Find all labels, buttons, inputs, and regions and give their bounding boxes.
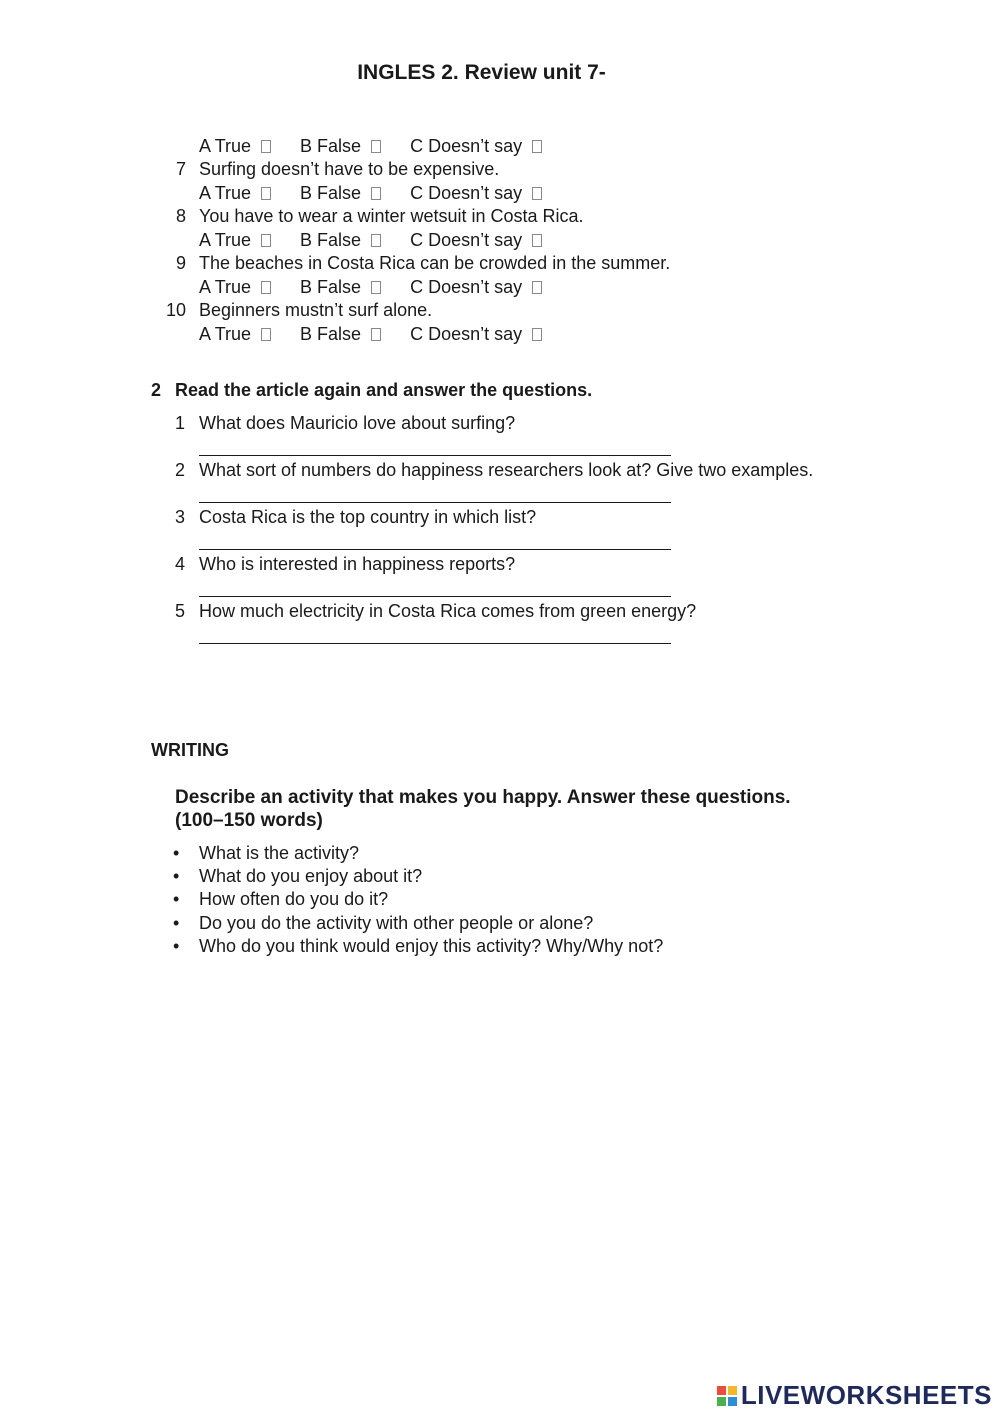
- question-text: Who is interested in happiness reports?: [199, 554, 516, 574]
- bullet-marker: •: [173, 936, 180, 956]
- logo-text: LIVEWORKSHEETS: [740, 1380, 992, 1410]
- answer-line-4[interactable]: [199, 596, 671, 597]
- option-b-label: B False: [300, 230, 362, 250]
- answer-options-q10: [199, 324, 542, 345]
- option-c-label: C Doesn’t say: [410, 183, 523, 203]
- writing-prompt-line2: (100–150 words): [175, 810, 323, 831]
- option-b-label: B False: [300, 324, 362, 344]
- answer-options-q8: [199, 230, 542, 251]
- statement-text: Beginners mustn’t surf alone.: [199, 300, 433, 320]
- bullet-marker: •: [173, 866, 180, 886]
- option-c-label: C Doesn’t say: [410, 277, 523, 297]
- option-a-checkbox[interactable]: [261, 140, 271, 153]
- bullet-item: What do you enjoy about it?: [199, 866, 423, 886]
- item-number: 10: [165, 300, 186, 320]
- bullet-marker: •: [173, 913, 180, 933]
- question-text: Costa Rica is the top country in which list?: [199, 507, 537, 527]
- option-b-checkbox[interactable]: [371, 140, 381, 153]
- option-a-checkbox[interactable]: [261, 187, 271, 200]
- option-a-checkbox[interactable]: [261, 328, 271, 341]
- option-c-checkbox[interactable]: [532, 328, 542, 341]
- bullet-marker: •: [173, 889, 180, 909]
- option-c-label: C Doesn’t say: [410, 136, 523, 156]
- item-number: 8: [175, 206, 186, 226]
- option-b-label: B False: [300, 277, 362, 297]
- question-number: 4: [175, 554, 186, 574]
- question-text: What sort of numbers do happiness researchers look at? Give two examples.: [199, 460, 814, 480]
- item-number: 9: [175, 253, 186, 273]
- question-number: 1: [175, 413, 186, 433]
- bullet-item: Who do you think would enjoy this activity? Why/Why not?: [199, 936, 664, 956]
- answer-line-5[interactable]: [199, 643, 671, 644]
- page-title: INGLES 2. Review unit 7-: [357, 61, 606, 84]
- statement-text: You have to wear a winter wetsuit in Costa Rica.: [199, 206, 584, 226]
- answer-options-q9: [199, 277, 542, 298]
- bullet-item: How often do you do it?: [199, 889, 389, 909]
- section-heading: Read the article again and answer the questions.: [175, 380, 593, 400]
- answer-line-1[interactable]: [199, 455, 671, 456]
- question-text: How much electricity in Costa Rica comes from green energy?: [199, 601, 697, 621]
- option-a-label: A True: [199, 230, 252, 250]
- section-number: 2: [151, 380, 162, 400]
- logo-icon: [717, 1386, 737, 1406]
- option-c-checkbox[interactable]: [532, 281, 542, 294]
- option-b-checkbox[interactable]: [371, 187, 381, 200]
- option-a-label: A True: [199, 277, 252, 297]
- answer-options-q6: [199, 136, 542, 157]
- writing-heading: WRITING: [151, 740, 229, 760]
- bullet-marker: •: [173, 843, 180, 863]
- answer-line-2[interactable]: [199, 502, 671, 503]
- option-c-checkbox[interactable]: [532, 234, 542, 247]
- question-number: 2: [175, 460, 186, 480]
- option-a-label: A True: [199, 136, 252, 156]
- option-b-label: B False: [300, 136, 362, 156]
- answer-options-q7: [199, 183, 542, 204]
- option-b-checkbox[interactable]: [371, 328, 381, 341]
- item-number: 7: [175, 159, 186, 179]
- answer-line-3[interactable]: [199, 549, 671, 550]
- option-c-label: C Doesn’t say: [410, 230, 523, 250]
- option-c-checkbox[interactable]: [532, 187, 542, 200]
- option-c-label: C Doesn’t say: [410, 324, 523, 344]
- question-number: 3: [175, 507, 186, 527]
- writing-prompt-line1: Describe an activity that makes you happy. Answer these questions.: [175, 787, 791, 808]
- bullet-item: Do you do the activity with other people or alone?: [199, 913, 594, 933]
- option-b-checkbox[interactable]: [371, 234, 381, 247]
- option-b-label: B False: [300, 183, 362, 203]
- option-b-checkbox[interactable]: [371, 281, 381, 294]
- liveworksheets-logo[interactable]: [717, 1380, 992, 1411]
- option-a-label: A True: [199, 324, 252, 344]
- option-a-label: A True: [199, 183, 252, 203]
- bullet-item: What is the activity?: [199, 843, 360, 863]
- option-c-checkbox[interactable]: [532, 140, 542, 153]
- statement-text: Surfing doesn’t have to be expensive.: [199, 159, 500, 179]
- question-text: What does Mauricio love about surfing?: [199, 413, 516, 433]
- statement-text: The beaches in Costa Rica can be crowded in the summer.: [199, 253, 671, 273]
- option-a-checkbox[interactable]: [261, 281, 271, 294]
- question-number: 5: [175, 601, 186, 621]
- option-a-checkbox[interactable]: [261, 234, 271, 247]
